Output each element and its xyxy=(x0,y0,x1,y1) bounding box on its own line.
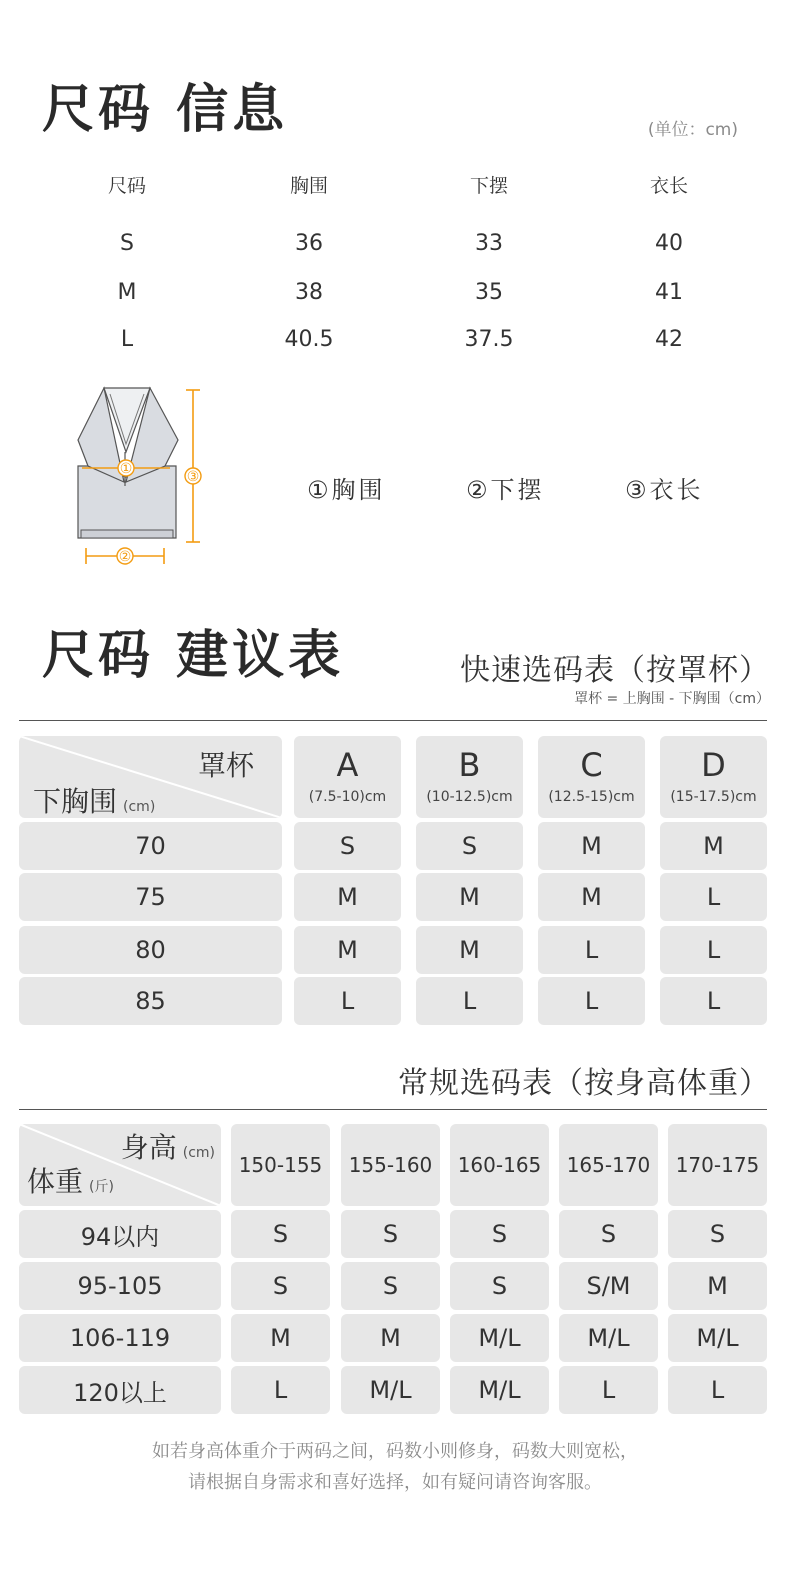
regular-cell: S xyxy=(668,1210,767,1258)
size-cell: 40.5 xyxy=(284,327,334,352)
size-advice-note xyxy=(0,1436,790,1498)
weight-row-label: 95-105 xyxy=(19,1262,221,1310)
divider xyxy=(19,1109,767,1110)
height-header: 165-170 xyxy=(559,1124,658,1206)
regular-table-title: 常规选码表（按身高体重） xyxy=(398,1066,770,1101)
size-cell: 38 xyxy=(295,280,323,305)
regular-cell: M/L xyxy=(450,1314,549,1362)
quick-cell: L xyxy=(538,977,645,1025)
header-length: 衣长 xyxy=(649,175,688,197)
quick-cell: M xyxy=(660,822,767,870)
quick-cell: L xyxy=(660,926,767,974)
size-cell: 33 xyxy=(475,231,503,256)
height-header: 170-175 xyxy=(668,1124,767,1206)
size-cell: L xyxy=(120,327,134,352)
underbust-80: 80 xyxy=(19,926,282,974)
note-line-1: 如若身高体重介于两码之间，码数小则修身，码数大则宽松， xyxy=(152,1441,638,1462)
legend-chest: ①胸围 xyxy=(307,476,386,504)
regular-cell: M/L xyxy=(668,1314,767,1362)
underbust-70: 70 xyxy=(19,822,282,870)
legend-hem: ②下摆 xyxy=(466,476,545,504)
divider xyxy=(19,720,767,721)
size-cell: 40 xyxy=(655,231,683,256)
corner-weight-label: 体重 (斤) xyxy=(27,1165,114,1198)
unit-label: (单位：cm) xyxy=(647,120,738,140)
quick-cell: S xyxy=(294,822,401,870)
quick-cell: M xyxy=(538,822,645,870)
weight-row-label: 94以内 xyxy=(19,1210,221,1258)
cup-header-d: D (15-17.5)cm xyxy=(660,736,767,818)
size-cell: 36 xyxy=(295,231,323,256)
garment-hem-band xyxy=(81,530,173,538)
quick-cell: M xyxy=(416,926,523,974)
corner-underbust-label: 下胸围 (cm) xyxy=(33,785,156,818)
regular-cell: S xyxy=(559,1210,658,1258)
regular-cell: L xyxy=(231,1366,330,1414)
regular-cell: S xyxy=(450,1262,549,1310)
header-hem: 下摆 xyxy=(469,175,508,197)
legend-length: ③衣长 xyxy=(625,476,704,504)
quick-cell: M xyxy=(294,926,401,974)
height-header: 160-165 xyxy=(450,1124,549,1206)
marker-3: ③ xyxy=(186,469,200,485)
cup-header-c: C (12.5-15)cm xyxy=(538,736,645,818)
quick-cell: L xyxy=(416,977,523,1025)
regular-cell: S xyxy=(231,1262,330,1310)
size-cell: 37.5 xyxy=(464,327,514,352)
garment-diagram xyxy=(70,382,210,572)
quick-cell: M xyxy=(416,873,523,921)
corner-height-label: 身高 (cm) xyxy=(120,1131,215,1164)
quick-cell: S xyxy=(416,822,523,870)
quick-cell: L xyxy=(294,977,401,1025)
cup-formula: 罩杯 = 上胸围 - 下胸围（cm） xyxy=(574,691,770,707)
regular-cell: M xyxy=(231,1314,330,1362)
regular-cell: L xyxy=(668,1366,767,1414)
size-info-title: 尺码 信息 xyxy=(42,80,289,140)
header-chest: 胸围 xyxy=(289,175,328,197)
regular-cell: L xyxy=(559,1366,658,1414)
quick-cell: L xyxy=(538,926,645,974)
regular-cell: M/L xyxy=(559,1314,658,1362)
regular-corner-header xyxy=(19,1124,221,1206)
quick-table-title: 快速选码表（按罩杯） xyxy=(460,653,770,688)
size-cell: M xyxy=(117,280,137,305)
regular-cell: S xyxy=(450,1210,549,1258)
regular-cell: M xyxy=(341,1314,440,1362)
size-cell: 35 xyxy=(475,280,503,305)
height-header: 155-160 xyxy=(341,1124,440,1206)
marker-2: ② xyxy=(118,549,132,565)
size-cell: 41 xyxy=(655,280,683,305)
cup-header-b: B (10-12.5)cm xyxy=(416,736,523,818)
cup-header-a: A (7.5-10)cm xyxy=(294,736,401,818)
header-size: 尺码 xyxy=(107,175,146,197)
quick-cell: M xyxy=(294,873,401,921)
quick-cell: L xyxy=(660,873,767,921)
marker-1: ① xyxy=(119,461,133,477)
regular-cell: M/L xyxy=(341,1366,440,1414)
regular-cell: M xyxy=(668,1262,767,1310)
regular-cell: S xyxy=(341,1210,440,1258)
underbust-75: 75 xyxy=(19,873,282,921)
regular-cell: M/L xyxy=(450,1366,549,1414)
regular-cell: S xyxy=(231,1210,330,1258)
size-cell: S xyxy=(120,231,134,256)
size-cell: 42 xyxy=(655,327,683,352)
underbust-85: 85 xyxy=(19,977,282,1025)
regular-cell: S xyxy=(341,1262,440,1310)
quick-corner-header xyxy=(19,736,282,818)
regular-cell: S/M xyxy=(559,1262,658,1310)
height-header: 150-155 xyxy=(231,1124,330,1206)
weight-row-label: 120以上 xyxy=(19,1366,221,1414)
quick-cell: L xyxy=(660,977,767,1025)
quick-cell: M xyxy=(538,873,645,921)
corner-cup-label: 罩杯 xyxy=(197,749,254,782)
recommend-title: 尺码 建议表 xyxy=(42,626,345,686)
note-line-2: 请根据自身需求和喜好选择，如有疑问请咨询客服。 xyxy=(188,1472,602,1493)
weight-row-label: 106-119 xyxy=(19,1314,221,1362)
